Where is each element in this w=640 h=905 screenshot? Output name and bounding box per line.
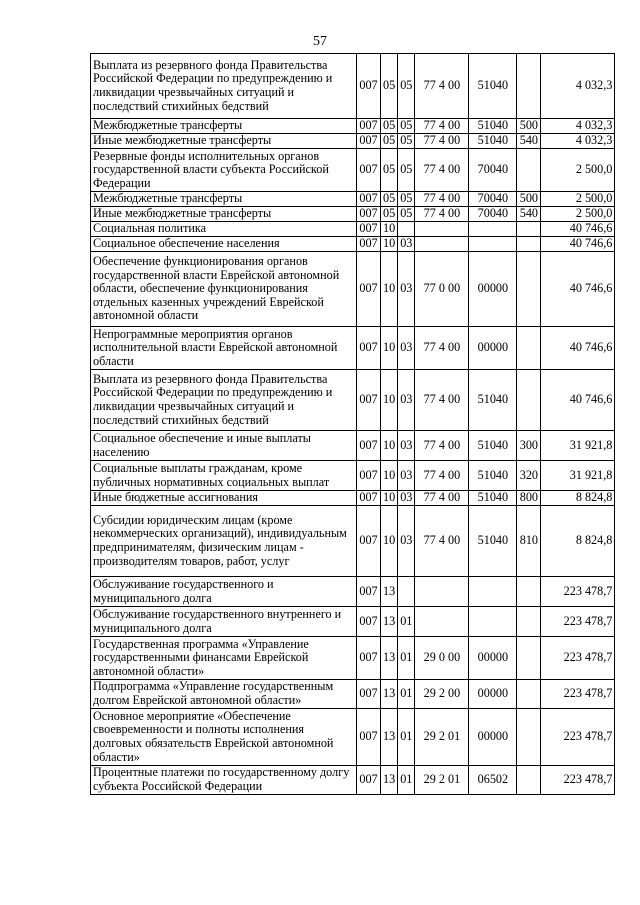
amount-cell: 4 032,3 xyxy=(541,119,615,134)
subsection-code-cell xyxy=(398,222,415,237)
subsection-code-cell: 05 xyxy=(398,134,415,149)
subsection-code-cell: 03 xyxy=(398,252,415,327)
subsection-code-cell: 05 xyxy=(398,149,415,192)
section-code-cell: 13 xyxy=(381,709,398,766)
ved-code-cell: 007 xyxy=(357,192,381,207)
row-name-cell: Непрограммные мероприятия органов исполнительной власти Еврейской автономной области xyxy=(91,327,357,370)
table-row xyxy=(91,54,615,119)
expense-type-cell: 500 xyxy=(517,192,541,207)
target-article-code-cell: 77 0 00 xyxy=(415,252,469,327)
target-article-suffix-cell: 70040 xyxy=(469,192,517,207)
table-row xyxy=(91,506,615,577)
target-article-suffix-cell: 00000 xyxy=(469,709,517,766)
target-article-code-cell: 29 0 00 xyxy=(415,637,469,680)
section-code-cell: 13 xyxy=(381,607,398,637)
section-code-cell: 10 xyxy=(381,370,398,431)
ved-code-cell: 007 xyxy=(357,222,381,237)
section-code-cell: 05 xyxy=(381,119,398,134)
section-code-cell: 13 xyxy=(381,577,398,607)
subsection-code-cell xyxy=(398,577,415,607)
amount-cell: 223 478,7 xyxy=(541,766,615,795)
row-name-cell: Межбюджетные трансферты xyxy=(91,192,357,207)
target-article-suffix-cell xyxy=(469,222,517,237)
subsection-code-cell: 03 xyxy=(398,491,415,506)
row-name-cell: Иные межбюджетные трансферты xyxy=(91,134,357,149)
expense-type-cell xyxy=(517,149,541,192)
ved-code-cell: 007 xyxy=(357,431,381,461)
target-article-suffix-cell: 51040 xyxy=(469,506,517,577)
ved-code-cell: 007 xyxy=(357,766,381,795)
table-row xyxy=(91,222,615,237)
ved-code-cell: 007 xyxy=(357,327,381,370)
expense-type-cell: 810 xyxy=(517,506,541,577)
table-row xyxy=(91,577,615,607)
expense-type-cell xyxy=(517,54,541,119)
table-row xyxy=(91,237,615,252)
section-code-cell: 05 xyxy=(381,192,398,207)
amount-cell: 8 824,8 xyxy=(541,506,615,577)
table-row xyxy=(91,637,615,680)
row-name-cell: Межбюджетные трансферты xyxy=(91,119,357,134)
section-code-cell: 10 xyxy=(381,252,398,327)
row-name-cell: Резервные фонды исполнительных органов государственной власти субъекта Российской Федерации xyxy=(91,149,357,192)
target-article-suffix-cell: 00000 xyxy=(469,637,517,680)
target-article-code-cell xyxy=(415,607,469,637)
section-code-cell: 10 xyxy=(381,237,398,252)
table-row xyxy=(91,491,615,506)
amount-cell: 223 478,7 xyxy=(541,577,615,607)
amount-cell: 40 746,6 xyxy=(541,237,615,252)
target-article-suffix-cell: 51040 xyxy=(469,54,517,119)
expense-type-cell xyxy=(517,766,541,795)
target-article-suffix-cell: 06502 xyxy=(469,766,517,795)
target-article-suffix-cell: 51040 xyxy=(469,134,517,149)
expense-type-cell xyxy=(517,327,541,370)
subsection-code-cell: 01 xyxy=(398,709,415,766)
target-article-code-cell: 77 4 00 xyxy=(415,54,469,119)
target-article-suffix-cell xyxy=(469,607,517,637)
target-article-code-cell: 29 2 01 xyxy=(415,709,469,766)
section-code-cell: 05 xyxy=(381,134,398,149)
row-name-cell: Выплата из резервного фонда Правительства Российской Федерации по предупреждению и ликвидации чрезвычайных ситуаций и последствий стихийных бедствий xyxy=(91,54,357,119)
section-code-cell: 05 xyxy=(381,54,398,119)
table-row xyxy=(91,134,615,149)
table-body xyxy=(91,54,615,795)
target-article-code-cell: 77 4 00 xyxy=(415,134,469,149)
section-code-cell: 10 xyxy=(381,327,398,370)
amount-cell: 8 824,8 xyxy=(541,491,615,506)
page-number: 57 xyxy=(313,34,327,49)
target-article-code-cell: 77 4 00 xyxy=(415,431,469,461)
target-article-code-cell xyxy=(415,577,469,607)
section-code-cell: 13 xyxy=(381,766,398,795)
expense-type-cell xyxy=(517,252,541,327)
subsection-code-cell: 03 xyxy=(398,431,415,461)
target-article-code-cell: 77 4 00 xyxy=(415,119,469,134)
row-name-cell: Основное мероприятие «Обеспечение своевременности и полноты исполнения долговых обязательств Еврейской автономной области» xyxy=(91,709,357,766)
section-code-cell: 10 xyxy=(381,461,398,491)
target-article-suffix-cell: 51040 xyxy=(469,370,517,431)
ved-code-cell: 007 xyxy=(357,506,381,577)
ved-code-cell: 007 xyxy=(357,461,381,491)
expense-type-cell: 500 xyxy=(517,119,541,134)
expense-type-cell xyxy=(517,637,541,680)
row-name-cell: Государственная программа «Управление государственными финансами Еврейской автономной области» xyxy=(91,637,357,680)
ved-code-cell: 007 xyxy=(357,207,381,222)
row-name-cell: Подпрограмма «Управление государственным долгом Еврейской автономной области» xyxy=(91,680,357,709)
ved-code-cell: 007 xyxy=(357,680,381,709)
target-article-code-cell: 77 4 00 xyxy=(415,327,469,370)
subsection-code-cell: 01 xyxy=(398,607,415,637)
section-code-cell: 05 xyxy=(381,149,398,192)
section-code-cell: 10 xyxy=(381,431,398,461)
target-article-suffix-cell: 51040 xyxy=(469,491,517,506)
ved-code-cell: 007 xyxy=(357,607,381,637)
table-row xyxy=(91,709,615,766)
row-name-cell: Выплата из резервного фонда Правительства Российской Федерации по предупреждению и ликвидации чрезвычайных ситуаций и последствий стихийных бедствий xyxy=(91,370,357,431)
ved-code-cell: 007 xyxy=(357,637,381,680)
ved-code-cell: 007 xyxy=(357,370,381,431)
target-article-suffix-cell: 70040 xyxy=(469,149,517,192)
budget-table xyxy=(90,53,615,795)
subsection-code-cell: 05 xyxy=(398,119,415,134)
table-row xyxy=(91,766,615,795)
subsection-code-cell: 01 xyxy=(398,766,415,795)
target-article-suffix-cell xyxy=(469,577,517,607)
amount-cell: 40 746,6 xyxy=(541,222,615,237)
row-name-cell: Социальное обеспечение и иные выплаты населению xyxy=(91,431,357,461)
table-row xyxy=(91,607,615,637)
subsection-code-cell: 03 xyxy=(398,370,415,431)
target-article-suffix-cell: 00000 xyxy=(469,327,517,370)
row-name-cell: Иные бюджетные ассигнования xyxy=(91,491,357,506)
target-article-suffix-cell: 51040 xyxy=(469,431,517,461)
section-code-cell: 10 xyxy=(381,506,398,577)
section-code-cell: 13 xyxy=(381,680,398,709)
amount-cell: 2 500,0 xyxy=(541,149,615,192)
amount-cell: 40 746,6 xyxy=(541,252,615,327)
row-name-cell: Обслуживание государственного и муниципального долга xyxy=(91,577,357,607)
subsection-code-cell: 01 xyxy=(398,680,415,709)
target-article-suffix-cell: 70040 xyxy=(469,207,517,222)
row-name-cell: Обеспечение функционирования органов государственной власти Еврейской автономной области, обеспечение функционирования отдельных казенных учреждений Еврейской автономной области xyxy=(91,252,357,327)
target-article-code-cell: 77 4 00 xyxy=(415,192,469,207)
table-row xyxy=(91,327,615,370)
target-article-code-cell: 77 4 00 xyxy=(415,461,469,491)
expense-type-cell xyxy=(517,709,541,766)
expense-type-cell xyxy=(517,237,541,252)
section-code-cell: 10 xyxy=(381,491,398,506)
table-row xyxy=(91,680,615,709)
ved-code-cell: 007 xyxy=(357,149,381,192)
ved-code-cell: 007 xyxy=(357,577,381,607)
target-article-suffix-cell: 00000 xyxy=(469,680,517,709)
table-row xyxy=(91,252,615,327)
row-name-cell: Социальное обеспечение населения xyxy=(91,237,357,252)
subsection-code-cell: 03 xyxy=(398,237,415,252)
section-code-cell: 10 xyxy=(381,222,398,237)
target-article-suffix-cell: 51040 xyxy=(469,119,517,134)
ved-code-cell: 007 xyxy=(357,237,381,252)
row-name-cell: Социальная политика xyxy=(91,222,357,237)
ved-code-cell: 007 xyxy=(357,134,381,149)
target-article-code-cell: 77 4 00 xyxy=(415,149,469,192)
row-name-cell: Обслуживание государственного внутреннего и муниципального долга xyxy=(91,607,357,637)
amount-cell: 223 478,7 xyxy=(541,709,615,766)
expense-type-cell xyxy=(517,680,541,709)
amount-cell: 223 478,7 xyxy=(541,607,615,637)
subsection-code-cell: 05 xyxy=(398,54,415,119)
ved-code-cell: 007 xyxy=(357,252,381,327)
row-name-cell: Процентные платежи по государственному долгу субъекта Российской Федерации xyxy=(91,766,357,795)
expense-type-cell: 320 xyxy=(517,461,541,491)
amount-cell: 40 746,6 xyxy=(541,327,615,370)
target-article-code-cell: 77 4 00 xyxy=(415,506,469,577)
ved-code-cell: 007 xyxy=(357,54,381,119)
table-row xyxy=(91,370,615,431)
row-name-cell: Социальные выплаты гражданам, кроме публичных нормативных социальных выплат xyxy=(91,461,357,491)
subsection-code-cell: 03 xyxy=(398,506,415,577)
amount-cell: 223 478,7 xyxy=(541,637,615,680)
expense-type-cell xyxy=(517,577,541,607)
section-code-cell: 13 xyxy=(381,637,398,680)
subsection-code-cell: 05 xyxy=(398,192,415,207)
target-article-suffix-cell: 51040 xyxy=(469,461,517,491)
target-article-code-cell xyxy=(415,237,469,252)
table-row xyxy=(91,207,615,222)
ved-code-cell: 007 xyxy=(357,709,381,766)
expense-type-cell xyxy=(517,607,541,637)
table-row xyxy=(91,149,615,192)
expense-type-cell: 300 xyxy=(517,431,541,461)
target-article-code-cell xyxy=(415,222,469,237)
expense-type-cell: 540 xyxy=(517,134,541,149)
expense-type-cell: 800 xyxy=(517,491,541,506)
amount-cell: 4 032,3 xyxy=(541,54,615,119)
table-row xyxy=(91,431,615,461)
target-article-code-cell: 77 4 00 xyxy=(415,491,469,506)
row-name-cell: Субсидии юридическим лицам (кроме некоммерческих организаций), индивидуальным предпринимателям, физическим лицам - производителям товаров, работ, услуг xyxy=(91,506,357,577)
expense-type-cell xyxy=(517,222,541,237)
target-article-code-cell: 77 4 00 xyxy=(415,370,469,431)
amount-cell: 2 500,0 xyxy=(541,207,615,222)
amount-cell: 40 746,6 xyxy=(541,370,615,431)
subsection-code-cell: 03 xyxy=(398,327,415,370)
amount-cell: 2 500,0 xyxy=(541,192,615,207)
amount-cell: 4 032,3 xyxy=(541,134,615,149)
ved-code-cell: 007 xyxy=(357,491,381,506)
subsection-code-cell: 01 xyxy=(398,637,415,680)
target-article-code-cell: 77 4 00 xyxy=(415,207,469,222)
table-row xyxy=(91,119,615,134)
subsection-code-cell: 05 xyxy=(398,207,415,222)
table-row xyxy=(91,192,615,207)
section-code-cell: 05 xyxy=(381,207,398,222)
expense-type-cell xyxy=(517,370,541,431)
amount-cell: 31 921,8 xyxy=(541,461,615,491)
row-name-cell: Иные межбюджетные трансферты xyxy=(91,207,357,222)
target-article-suffix-cell: 00000 xyxy=(469,252,517,327)
expense-type-cell: 540 xyxy=(517,207,541,222)
table-row xyxy=(91,461,615,491)
subsection-code-cell: 03 xyxy=(398,461,415,491)
target-article-code-cell: 29 2 00 xyxy=(415,680,469,709)
target-article-code-cell: 29 2 01 xyxy=(415,766,469,795)
target-article-suffix-cell xyxy=(469,237,517,252)
ved-code-cell: 007 xyxy=(357,119,381,134)
amount-cell: 223 478,7 xyxy=(541,680,615,709)
amount-cell: 31 921,8 xyxy=(541,431,615,461)
